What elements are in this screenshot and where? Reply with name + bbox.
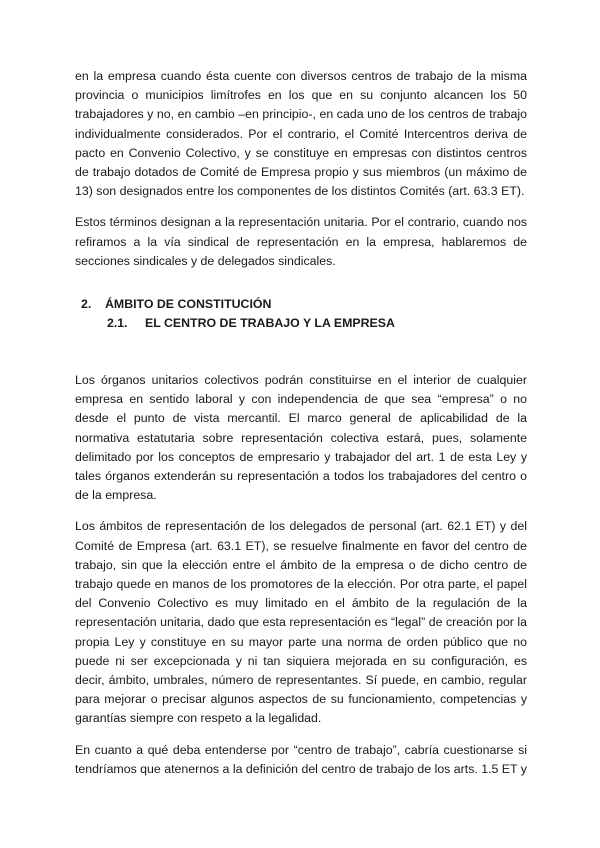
section-heading — [75, 295, 527, 314]
subsection-heading — [107, 314, 527, 333]
page-content — [75, 67, 527, 791]
body-paragraph: En cuanto a qué deba entenderse por “centro de trabajo”, cabría cuestionarse si tendríamos que atenernos a la definición del centro de trabajo de los arts. 1.5 ET y — [75, 742, 527, 776]
subsection-title: EL CENTRO DE TRABAJO Y LA EMPRESA — [145, 316, 395, 331]
body-paragraph: Los ámbitos de representación de los delegados de personal (art. 62.1 ET) y del Comité de Empresa (art. 63.1 ET), se resuelve finalmente en favor del centro de trabajo, sin que la elección entre el ámbito de la empresa o de dicho centro de trabajo quede en manos de los promotores de la elección. Por otra parte, el papel del Convenio Colectivo es muy limitado en el ámbito de la regulación de la representación unitaria, dado que esta representación es “legal” de creación por la propia Ley y constituye en su mayor parte una norma de orden público que no puede ni ser excepcionada y ni tan siquiera mejorada en su configuración, es decir, ámbito, umbrales, número de representantes. Sí puede, en cambio, regular para mejorar o precisar algunos aspectos de su funcionamiento, competencias y garantías siempre con respeto a la legalidad. — [75, 519, 527, 726]
subsection-number: 2.1. — [107, 316, 128, 331]
section-title: ÁMBITO DE CONSTITUCIÓN — [105, 297, 272, 312]
section-number: 2. — [81, 297, 92, 312]
body-paragraph: Estos términos designan a la representación unitaria. Por el contrario, cuando nos refiramos a la vía sindical de representación en la empresa, hablaremos de secciones sindicales y de delegados sindicales. — [75, 215, 527, 268]
body-paragraph: en la empresa cuando ésta cuente con diversos centros de trabajo de la misma provincia o municipios limítrofes en los que en su conjunto alcancen los 50 trabajadores y no, en cambio –en principio-, en cada uno de los centros de trabajo individualmente considerados. Por el contrario, el Comité Intercentros deriva de pacto en Convenio Colectivo, y se constituye en empresas con distintos centros de trabajo dotados de Comité de Empresa propio y sus miembros (un máximo de 13) son designados entre los componentes de los distintos Comités (art. 63.3 ET). — [75, 69, 527, 199]
body-paragraph: Los órganos unitarios colectivos podrán constituirse en el interior de cualquier empresa en sentido laboral y con independencia de que sea “empresa” o no desde el punto de vista mercantil. El marco general de aplicabilidad de la normativa estatutaria sobre representación colectiva estará, pues, solamente delimitado por los conceptos de empresario y trabajador del art. 1 de esta Ley y tales órganos extenderán su representación a todos los trabajadores del centro o de la empresa. — [75, 373, 527, 503]
